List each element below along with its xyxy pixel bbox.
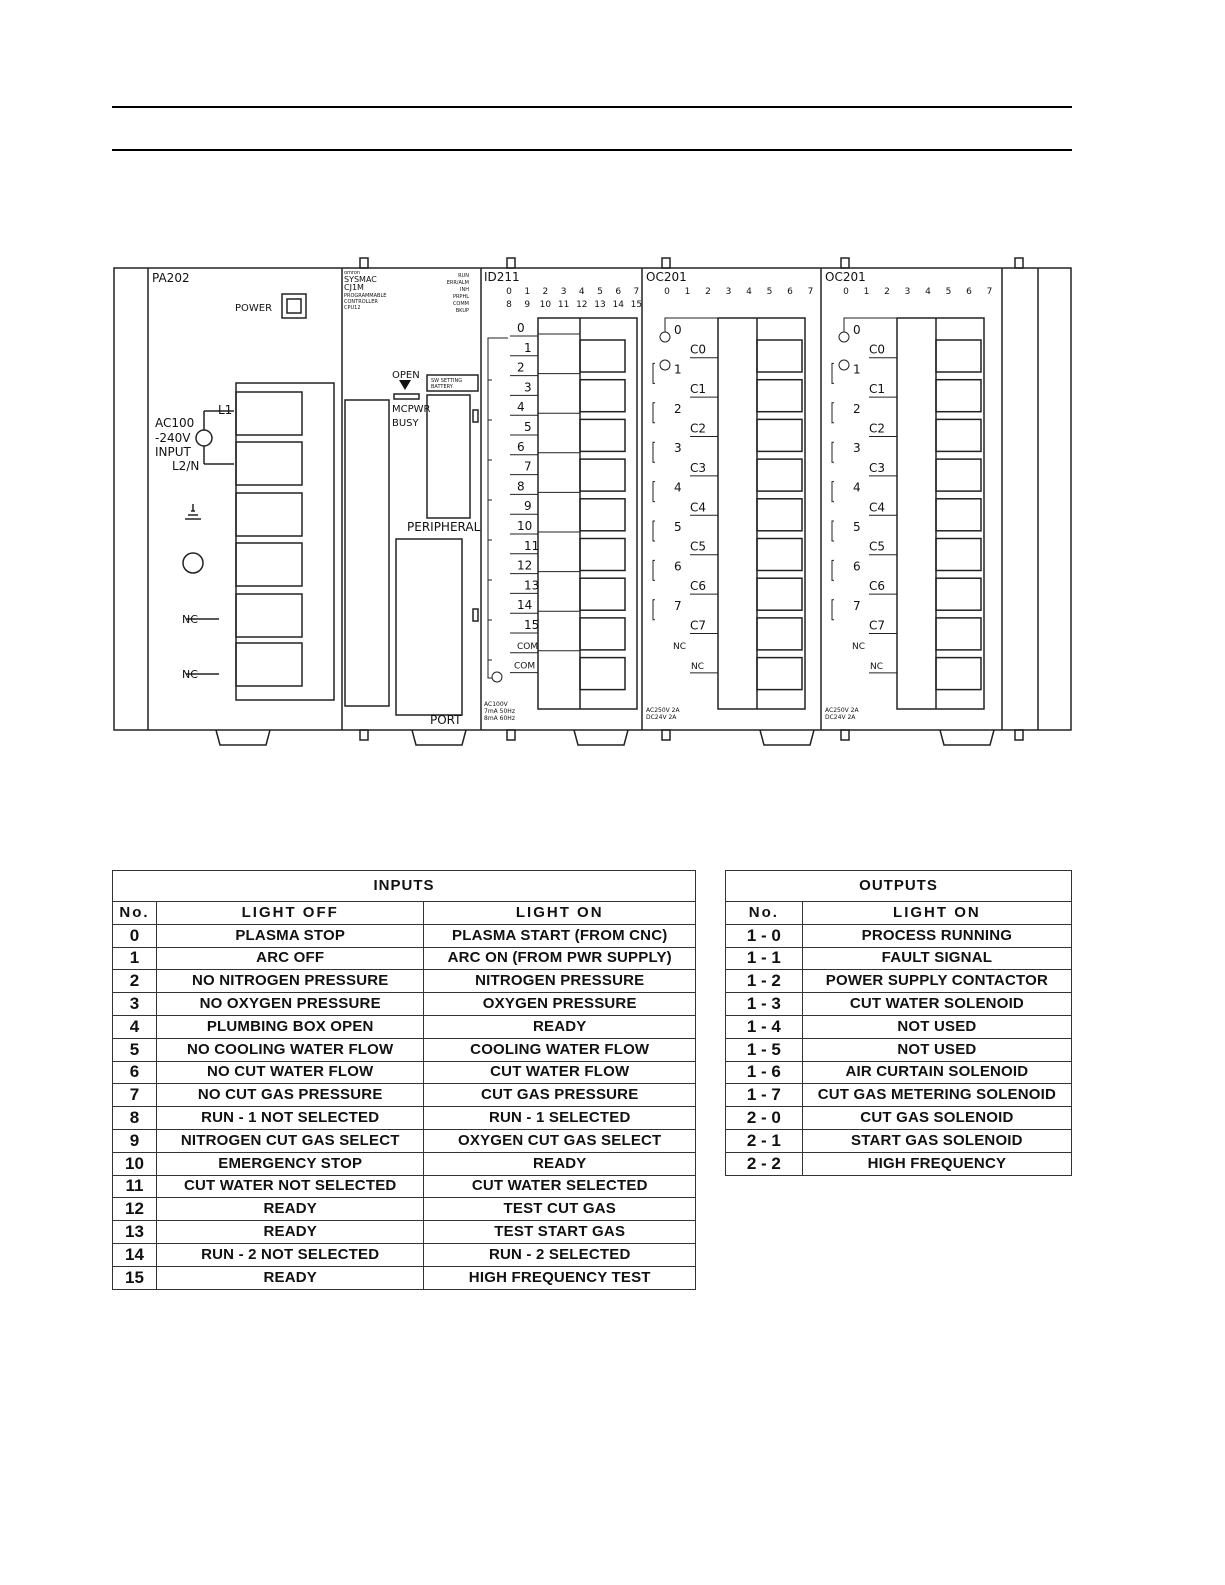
- output-led-label: 7: [986, 287, 993, 297]
- input-led-label: 14: [612, 300, 624, 310]
- input-light-off: NO CUT GAS PRESSURE: [156, 1084, 424, 1107]
- input-led-label: 1: [524, 287, 531, 297]
- output-rating: DC24V 2A: [825, 714, 856, 721]
- output-led-label: 0: [664, 287, 670, 297]
- input-number: 12: [113, 1198, 157, 1221]
- input-light-off: NO COOLING WATER FLOW: [156, 1038, 424, 1061]
- output-terminal-label: C7: [869, 618, 886, 633]
- input-light-off: NO CUT WATER FLOW: [156, 1061, 424, 1084]
- input-light-on: READY: [424, 1152, 696, 1175]
- input-terminal-label: 15: [524, 618, 540, 632]
- output-terminal-label: C0: [869, 342, 886, 357]
- input-light-off: CUT WATER NOT SELECTED: [156, 1175, 424, 1198]
- inputs-header-light-on: LIGHT ON: [424, 902, 696, 925]
- input-light-on: TEST START GAS: [424, 1221, 696, 1244]
- input-light-on: OXYGEN PRESSURE: [424, 993, 696, 1016]
- output-number: 1 - 4: [726, 1015, 803, 1038]
- input-led-label: 12: [576, 300, 588, 310]
- battery-label: BATTERY: [431, 384, 453, 390]
- outputs-row: [726, 993, 1072, 1016]
- input-light-on: COOLING WATER FLOW: [424, 1038, 696, 1061]
- input-led-label: 10: [539, 300, 552, 310]
- outputs-table: [725, 870, 1072, 1176]
- inputs-row: [113, 947, 696, 970]
- sw-setting-label: SW SETTING: [431, 378, 463, 384]
- outputs-row: [726, 1107, 1072, 1130]
- inputs-row: [113, 1243, 696, 1266]
- input-terminal-label: 5: [524, 420, 532, 434]
- cpu-status-5: BKUP: [455, 308, 469, 314]
- input-led-label: 0: [506, 287, 512, 297]
- outputs-title: OUTPUTS: [726, 871, 1072, 902]
- output-led-label: 1: [863, 287, 870, 297]
- outputs-row: [726, 1084, 1072, 1107]
- output-terminal-label: C5: [690, 539, 707, 554]
- outputs-row: [726, 924, 1072, 947]
- inputs-row: [113, 1084, 696, 1107]
- input-light-off: PLUMBING BOX OPEN: [156, 1015, 424, 1038]
- input-number: 6: [113, 1061, 157, 1084]
- output-light-on: CUT WATER SOLENOID: [802, 993, 1071, 1016]
- output-terminal-label: 0: [853, 323, 861, 337]
- cpu-brand-0: omron: [344, 270, 361, 276]
- output-led-label: 6: [787, 287, 793, 297]
- input-terminal-label: 10: [517, 519, 533, 533]
- input-light-on: PLASMA START (FROM CNC): [424, 924, 696, 947]
- mcpwr-label: MCPWR: [392, 404, 431, 415]
- output-number: 2 - 1: [726, 1129, 803, 1152]
- input-terminal-label: 6: [517, 439, 525, 454]
- input-led-label: 15: [630, 300, 643, 310]
- output-terminal-label: 6: [853, 559, 861, 574]
- input-light-on: READY: [424, 1015, 696, 1038]
- output-terminal-label: 6: [674, 559, 682, 574]
- output-led-label: 6: [966, 287, 972, 297]
- output-rating: DC24V 2A: [646, 714, 677, 721]
- output-terminal-label: NC: [673, 642, 687, 653]
- id211-rating-2: 8mA 60Hz: [484, 715, 515, 722]
- output-led-label: 3: [904, 287, 911, 297]
- input-number: 5: [113, 1038, 157, 1061]
- output-terminal-label: 4: [674, 480, 682, 495]
- output-terminal-label: C4: [869, 500, 886, 515]
- cpu-status-3: PRPHL: [452, 294, 469, 300]
- output-led-label: 5: [766, 287, 773, 297]
- inputs-row: [113, 993, 696, 1016]
- output-terminal-label: C3: [869, 460, 886, 475]
- output-led-label: 2: [705, 287, 711, 297]
- outputs-row: [726, 1152, 1072, 1175]
- input-terminal-label: 12: [517, 558, 533, 573]
- input-led-label: 2: [542, 287, 549, 297]
- output-terminal-label: NC: [870, 661, 884, 672]
- output-light-on: CUT GAS SOLENOID: [802, 1107, 1071, 1130]
- output-rating: AC250V 2A: [825, 707, 859, 714]
- input-led-label: 8: [506, 300, 512, 310]
- output-unit-label: OC201: [646, 270, 687, 284]
- output-light-on: AIR CURTAIN SOLENOID: [802, 1061, 1071, 1084]
- input-number: 2: [113, 970, 157, 993]
- output-terminal-label: 2: [853, 401, 861, 416]
- inputs-row: [113, 1152, 696, 1175]
- output-light-on: NOT USED: [802, 1015, 1071, 1038]
- l1-label: L1: [218, 403, 233, 417]
- input-led-label: 9: [524, 300, 531, 310]
- output-terminal-label: C2: [869, 421, 886, 436]
- output-led-label: 5: [945, 287, 952, 297]
- output-number: 2 - 0: [726, 1107, 803, 1130]
- inputs-header-light-off: LIGHT OFF: [156, 902, 424, 925]
- outputs-row: [726, 1038, 1072, 1061]
- input-light-off: PLASMA STOP: [156, 924, 424, 947]
- port-label: PORT: [430, 713, 462, 727]
- input-led-label: 11: [557, 300, 570, 310]
- input-terminal-label: 11: [524, 538, 540, 553]
- input-label-3: INPUT: [155, 445, 191, 459]
- input-led-label: 3: [560, 287, 567, 297]
- cpu-brand-4: CONTROLLER: [344, 299, 378, 305]
- id211-rating-0: AC100V: [484, 701, 508, 708]
- input-terminal-label: 1: [524, 340, 532, 355]
- inputs-row: [113, 1198, 696, 1221]
- output-terminal-label: 5: [674, 520, 682, 534]
- cpu-brand-2: CJ1M: [344, 283, 364, 292]
- peripheral-label: PERIPHERAL: [407, 520, 481, 534]
- input-number: 0: [113, 924, 157, 947]
- output-terminal-label: 1: [853, 362, 861, 377]
- input-terminal-label: 3: [524, 380, 532, 395]
- output-light-on: CUT GAS METERING SOLENOID: [802, 1084, 1071, 1107]
- output-number: 1 - 0: [726, 924, 803, 947]
- input-terminal-label: 4: [517, 400, 525, 415]
- output-terminal-label: C5: [869, 539, 886, 554]
- inputs-header-no: No.: [113, 902, 157, 925]
- input-terminal-label: 8: [517, 479, 525, 494]
- input-light-off: READY: [156, 1266, 424, 1289]
- input-number: 14: [113, 1243, 157, 1266]
- inputs-row: [113, 970, 696, 993]
- inputs-row: [113, 1015, 696, 1038]
- inputs-title: INPUTS: [113, 871, 696, 902]
- output-terminal-label: C3: [690, 460, 707, 475]
- output-rating: AC250V 2A: [646, 707, 680, 714]
- output-terminal-label: 4: [853, 480, 861, 495]
- power-label: POWER: [235, 303, 273, 314]
- input-number: 11: [113, 1175, 157, 1198]
- input-led-label: 4: [578, 287, 585, 297]
- output-terminal-label: 3: [674, 441, 682, 456]
- output-led-label: 4: [746, 287, 752, 297]
- inputs-row: [113, 1266, 696, 1289]
- input-light-off: EMERGENCY STOP: [156, 1152, 424, 1175]
- output-terminal-label: C2: [690, 421, 707, 436]
- output-light-on: NOT USED: [802, 1038, 1071, 1061]
- inputs-row: [113, 1221, 696, 1244]
- input-led-label: 13: [594, 300, 606, 310]
- output-terminal-label: C4: [690, 500, 707, 515]
- input-light-on: HIGH FREQUENCY TEST: [424, 1266, 696, 1289]
- id211-label: ID211: [484, 270, 520, 284]
- inputs-row: [113, 1129, 696, 1152]
- input-number: 4: [113, 1015, 157, 1038]
- cpu-brand-1: SYSMAC: [344, 275, 377, 284]
- input-number: 13: [113, 1221, 157, 1244]
- output-led-label: 1: [684, 287, 691, 297]
- cpu-status-4: COMM: [452, 301, 469, 307]
- busy-label: BUSY: [392, 418, 419, 429]
- output-terminal-label: 3: [853, 441, 861, 456]
- outputs-row: [726, 1015, 1072, 1038]
- input-number: 7: [113, 1084, 157, 1107]
- inputs-row: [113, 1038, 696, 1061]
- input-light-off: RUN - 2 NOT SELECTED: [156, 1243, 424, 1266]
- input-light-off: READY: [156, 1221, 424, 1244]
- output-led-label: 2: [884, 287, 890, 297]
- inputs-table: [112, 870, 696, 1290]
- input-number: 15: [113, 1266, 157, 1289]
- input-light-off: NITROGEN CUT GAS SELECT: [156, 1129, 424, 1152]
- pa202-label: PA202: [152, 271, 190, 285]
- output-light-on: START GAS SOLENOID: [802, 1129, 1071, 1152]
- input-light-on: ARC ON (FROM PWR SUPPLY): [424, 947, 696, 970]
- input-terminal-label: 9: [524, 499, 532, 514]
- nc-label-1: NC: [182, 613, 198, 626]
- output-terminal-label: C7: [690, 618, 707, 633]
- output-led-label: 4: [925, 287, 931, 297]
- input-light-off: READY: [156, 1198, 424, 1221]
- input-number: 10: [113, 1152, 157, 1175]
- input-terminal-label: 13: [524, 578, 540, 593]
- output-number: 1 - 2: [726, 970, 803, 993]
- output-terminal-label: NC: [691, 661, 705, 672]
- output-led-label: 7: [807, 287, 814, 297]
- cpu-status-0: RUN: [458, 273, 469, 279]
- input-light-on: NITROGEN PRESSURE: [424, 970, 696, 993]
- output-terminal-label: 5: [853, 520, 861, 534]
- input-light-on: OXYGEN CUT GAS SELECT: [424, 1129, 696, 1152]
- input-light-on: RUN - 1 SELECTED: [424, 1107, 696, 1130]
- open-label: OPEN: [392, 370, 420, 381]
- inputs-row: [113, 1175, 696, 1198]
- output-number: 2 - 2: [726, 1152, 803, 1175]
- inputs-row: [113, 924, 696, 947]
- output-light-on: POWER SUPPLY CONTACTOR: [802, 970, 1071, 993]
- output-terminal-label: C6: [869, 579, 886, 594]
- input-number: 3: [113, 993, 157, 1016]
- input-terminal-label: 2: [517, 360, 525, 375]
- output-terminal-label: C1: [869, 382, 886, 397]
- input-light-off: NO NITROGEN PRESSURE: [156, 970, 424, 993]
- outputs-row: [726, 970, 1072, 993]
- output-number: 1 - 5: [726, 1038, 803, 1061]
- input-label-2: -240V: [155, 431, 191, 445]
- inputs-row: [113, 1061, 696, 1084]
- l2-label: L2/N: [172, 459, 200, 473]
- input-led-label: 6: [615, 287, 622, 297]
- input-light-on: RUN - 2 SELECTED: [424, 1243, 696, 1266]
- output-led-label: 0: [843, 287, 849, 297]
- input-number: 8: [113, 1107, 157, 1130]
- input-light-off: RUN - 1 NOT SELECTED: [156, 1107, 424, 1130]
- output-terminal-label: 7: [853, 598, 861, 613]
- output-unit-label: OC201: [825, 270, 866, 284]
- output-number: 1 - 7: [726, 1084, 803, 1107]
- outputs-row: [726, 947, 1072, 970]
- input-light-on: TEST CUT GAS: [424, 1198, 696, 1221]
- input-light-on: CUT WATER SELECTED: [424, 1175, 696, 1198]
- output-terminal-label: 1: [674, 362, 682, 377]
- input-light-on: CUT WATER FLOW: [424, 1061, 696, 1084]
- input-number: 1: [113, 947, 157, 970]
- nc-label-2: NC: [182, 668, 198, 681]
- plc-rack-diagram: [0, 0, 1225, 760]
- cpu-brand-5: CPU12: [344, 305, 361, 311]
- outputs-header-no: No.: [726, 902, 803, 925]
- id211-rating-1: 7mA 50Hz: [484, 708, 515, 715]
- input-light-off: ARC OFF: [156, 947, 424, 970]
- input-terminal-label: 0: [517, 321, 525, 335]
- output-terminal-label: C1: [690, 382, 707, 397]
- output-terminal-label: 7: [674, 598, 682, 613]
- input-terminal-label: 14: [517, 598, 533, 613]
- output-light-on: FAULT SIGNAL: [802, 947, 1071, 970]
- output-number: 1 - 3: [726, 993, 803, 1016]
- cpu-brand-3: PROGRAMMABLE: [344, 293, 387, 299]
- output-terminal-label: NC: [852, 642, 866, 653]
- output-number: 1 - 1: [726, 947, 803, 970]
- inputs-row: [113, 1107, 696, 1130]
- input-led-label: 5: [597, 287, 603, 297]
- input-label-1: AC100: [155, 416, 195, 430]
- input-light-off: NO OXYGEN PRESSURE: [156, 993, 424, 1016]
- input-terminal-label: COM: [517, 641, 539, 652]
- cpu-status-1: ERR/ALM: [446, 280, 469, 286]
- input-light-on: CUT GAS PRESSURE: [424, 1084, 696, 1107]
- outputs-header-light-on: LIGHT ON: [802, 902, 1071, 925]
- input-terminal-label: COM: [514, 661, 536, 672]
- cpu-status-2: INH: [460, 287, 469, 293]
- output-light-on: HIGH FREQUENCY: [802, 1152, 1071, 1175]
- input-led-label: 7: [633, 287, 640, 297]
- output-number: 1 - 6: [726, 1061, 803, 1084]
- outputs-row: [726, 1129, 1072, 1152]
- output-light-on: PROCESS RUNNING: [802, 924, 1071, 947]
- output-led-label: 3: [725, 287, 732, 297]
- output-terminal-label: C6: [690, 579, 707, 594]
- output-terminal-label: 2: [674, 401, 682, 416]
- output-terminal-label: 0: [674, 323, 682, 337]
- output-terminal-label: C0: [690, 342, 707, 357]
- input-number: 9: [113, 1129, 157, 1152]
- outputs-row: [726, 1061, 1072, 1084]
- input-terminal-label: 7: [524, 459, 532, 474]
